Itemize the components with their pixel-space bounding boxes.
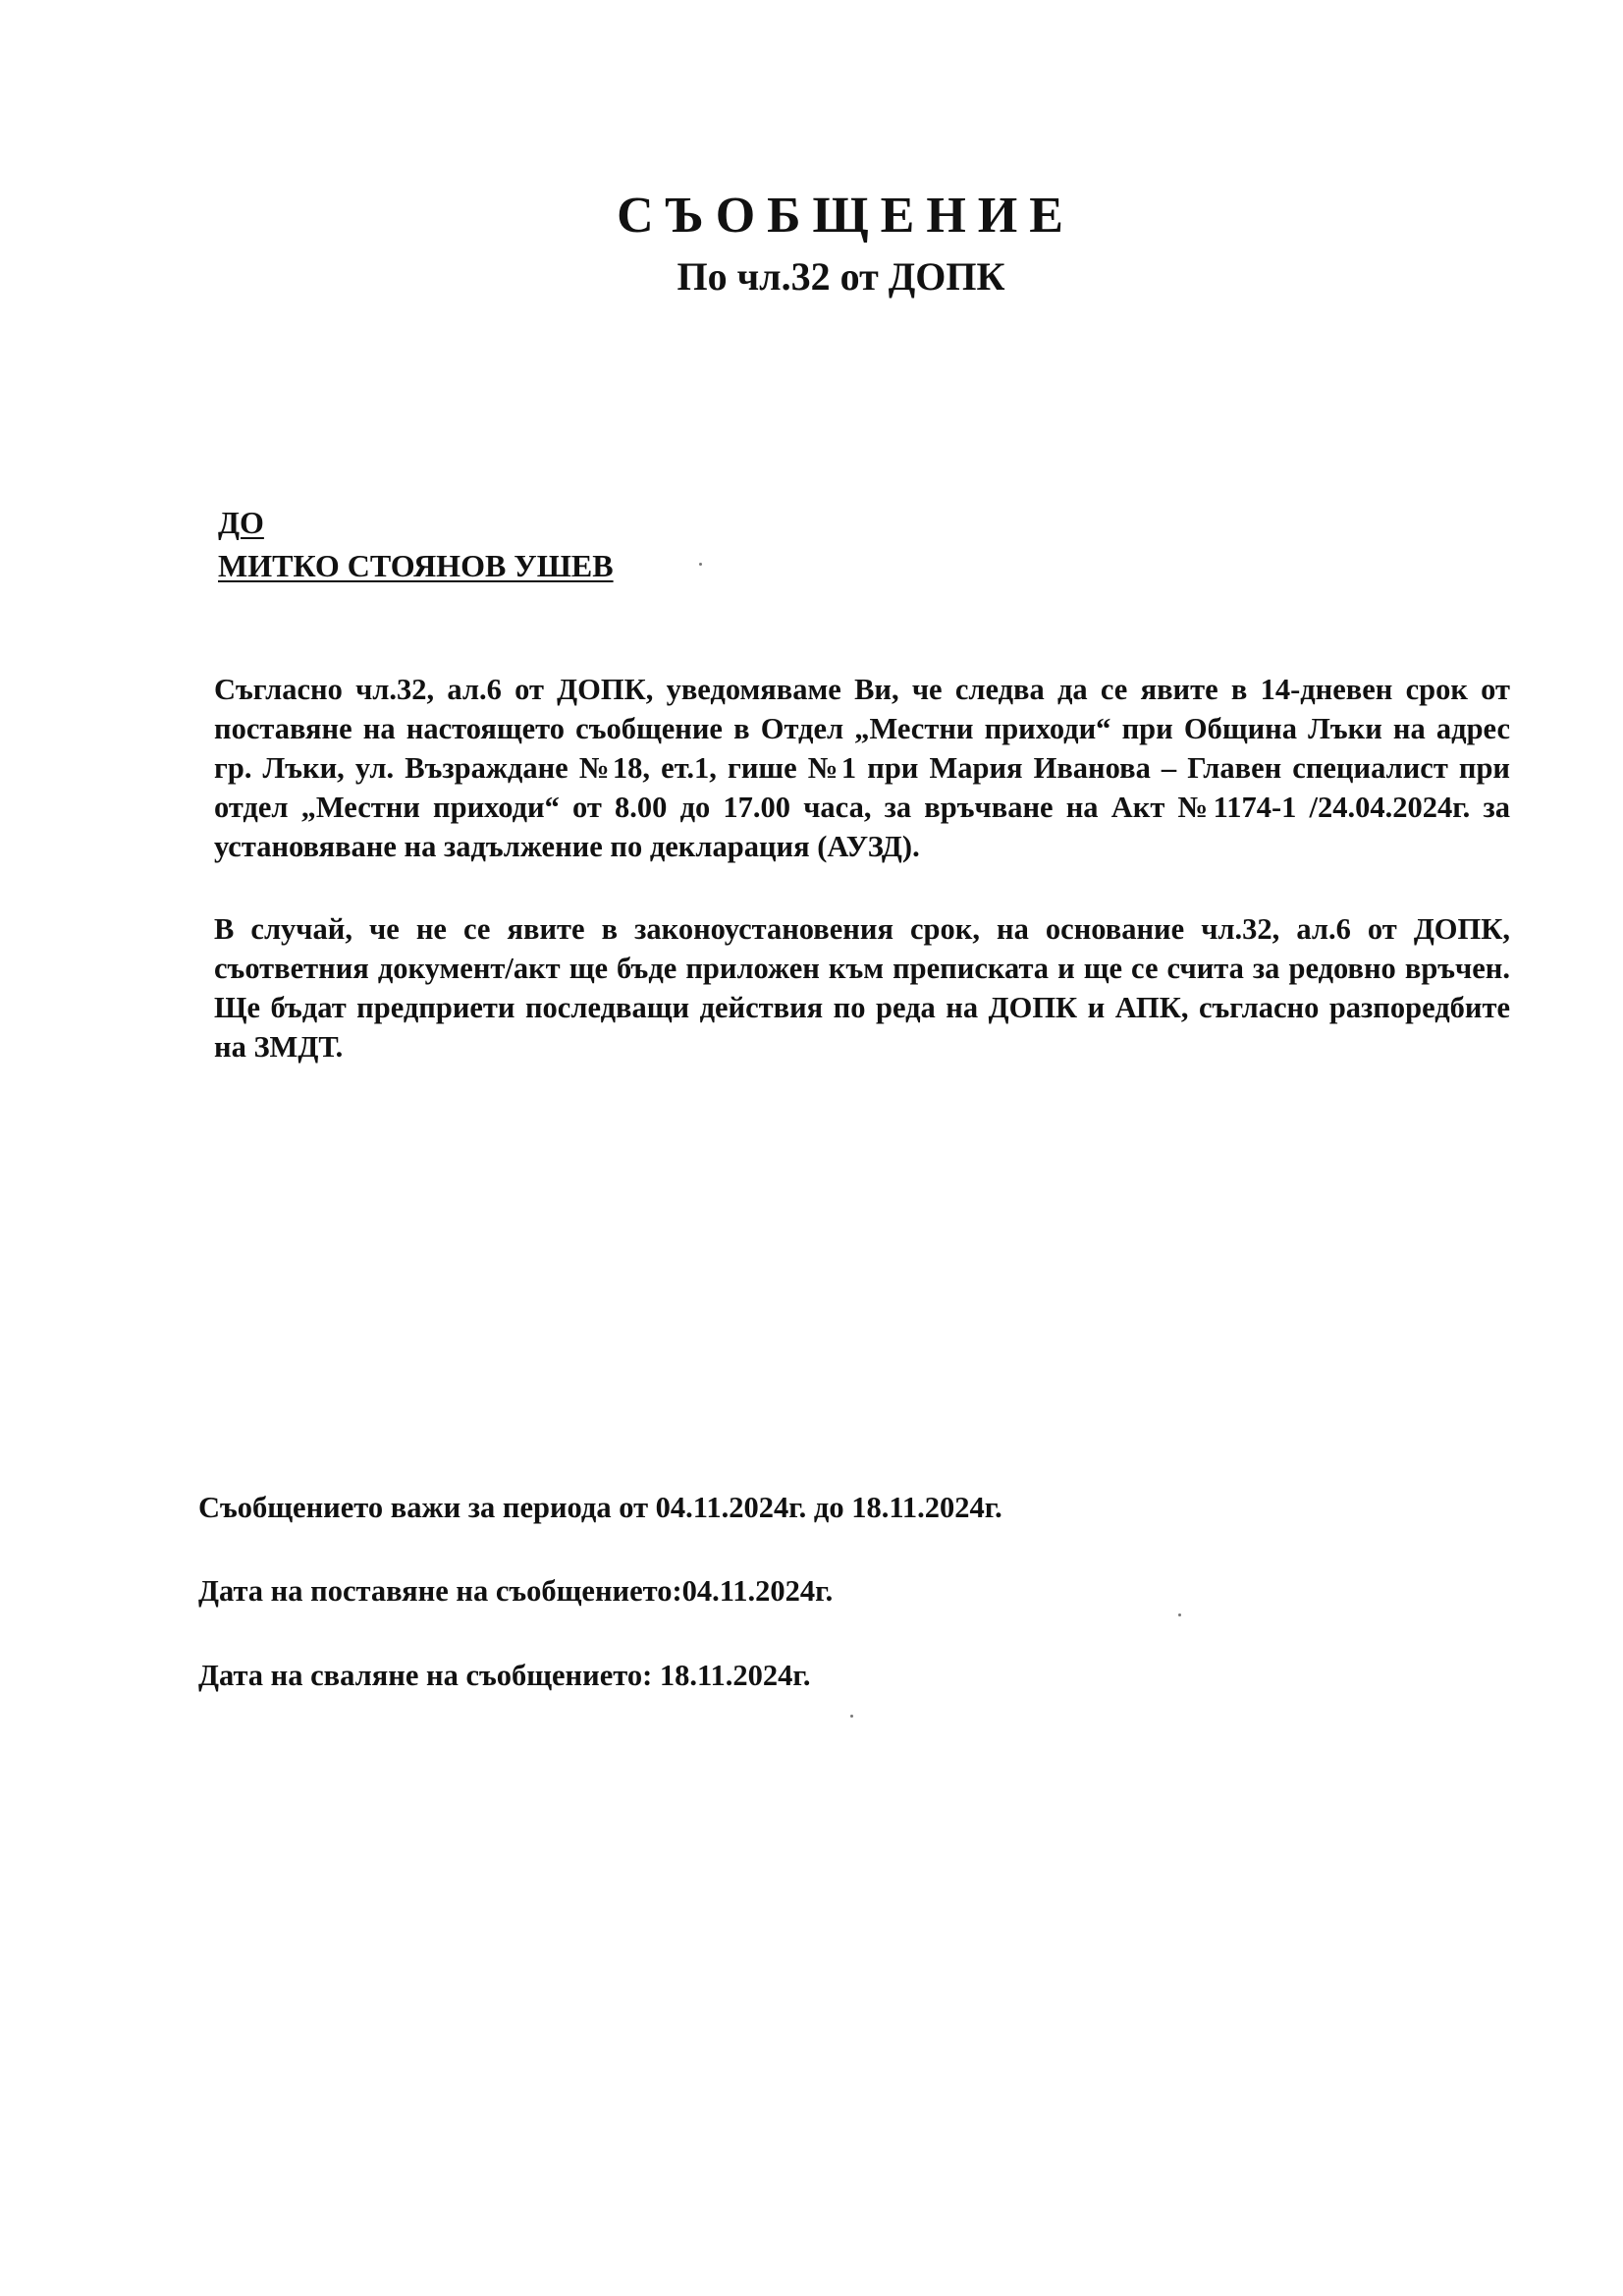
scan-speck (699, 563, 702, 566)
posting-date-line: Дата на поставяне на съобщението:04.11.2024г. (198, 1574, 834, 1608)
body-paragraph-2: В случай, че не се явите в законоустановения срок, на основание чл.32, ал.6 от ДОПК, съответния документ/акт ще бъде приложен към преписката и ще се счита за редовно връчен. Ще бъдат предприети последващи действия по реда на ДОПК и АПК, съгласно разпоредбите на ЗМДТ. (214, 912, 1510, 1064)
notice-subtitle: По чл.32 от ДОПК (676, 254, 1005, 299)
body-paragraph-1: Съгласно чл.32, ал.6 от ДОПК, уведомяваме Ви, че следва да се явите в 14-дневен срок от поставяне на настоящето съобщение в Отдел „Местни приходи“ при Община Лъки на адрес гр. Лъки, ул. Възраждане №18, ет.1, гише №1 при Мария Иванова – Главен специалист при отдел „Местни приходи“ от 8.00 до 17.00 часа, за връчване на Акт №1174-1 /24.04.2024г. за установяване на задължение по декларация (АУЗД). (214, 673, 1510, 863)
recipient-name: МИТКО СТОЯНОВ УШЕВ (218, 548, 614, 583)
notice-title: СЪОБЩЕНИЕ (617, 188, 1075, 244)
removal-date-line: Дата на сваляне на съобщението: 18.11.2024г. (198, 1659, 811, 1692)
recipient-block (218, 501, 614, 587)
recipient-to-label: ДО (218, 505, 264, 540)
scan-speck (1178, 1613, 1181, 1616)
scan-speck (850, 1715, 853, 1718)
validity-period-line: Съобщението важи за периода от 04.11.2024г. до 18.11.2024г. (198, 1491, 1002, 1524)
